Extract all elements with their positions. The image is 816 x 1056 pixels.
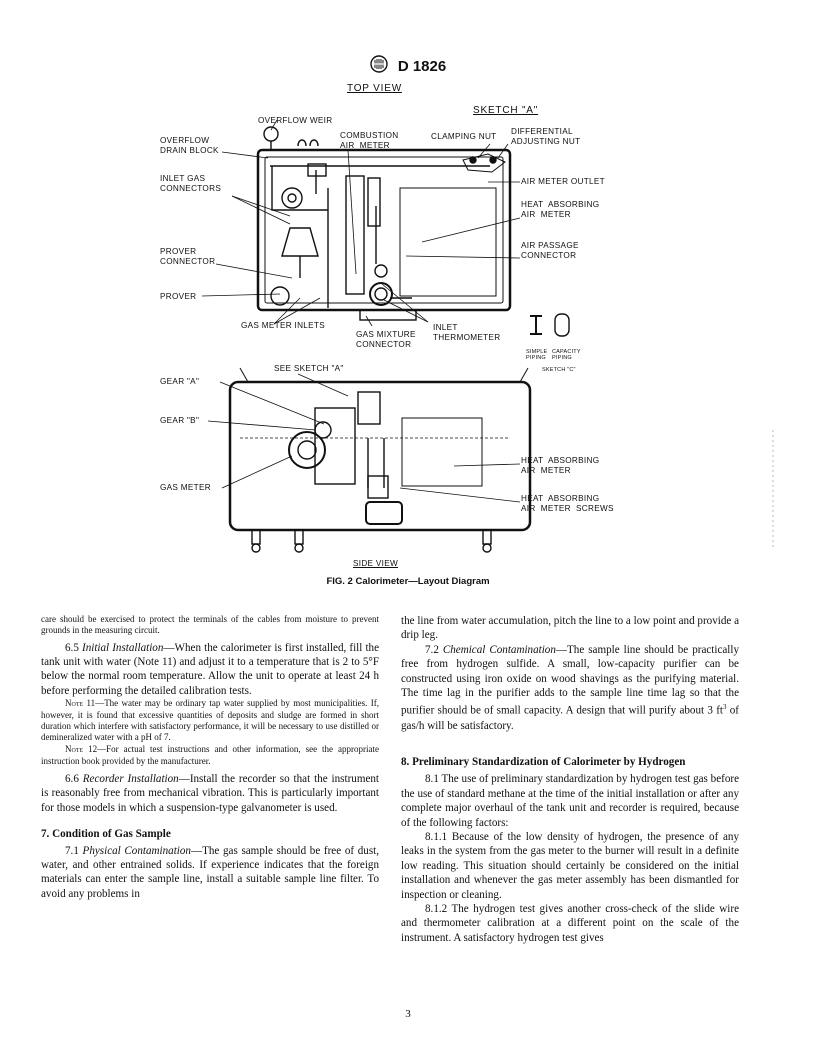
- paragraph-continuation: the line from water accumulation, pitch the line to a low point and provide a drip leg.: [401, 615, 739, 642]
- label-gear-b: GEAR "B": [160, 416, 200, 425]
- label-overflow-drain-block: OVERFLOW DRAIN BLOCK: [160, 136, 219, 155]
- label-differential-adjusting-nut: DIFFERENTIAL ADJUSTING NUT: [511, 127, 581, 146]
- label-sketch-c: SKETCH "C": [542, 367, 576, 373]
- side-view-title: SIDE VIEW: [353, 559, 399, 568]
- left-column: [41, 614, 379, 901]
- paragraph-7-2: [401, 643, 739, 733]
- label-heat-absorbing-air-meter-top: HEAT ABSORBING AIR METER: [521, 200, 600, 219]
- section-title: Initial Installation: [82, 641, 164, 654]
- label-overflow-weir: OVERFLOW WEIR: [258, 116, 333, 125]
- label-prover: PROVER: [160, 292, 197, 301]
- label-prover-connector: PROVER CONNECTOR: [160, 247, 216, 266]
- label-inlet-gas-connectors: INLET GAS CONNECTORS: [160, 174, 222, 193]
- section-text-end: of gas/h will be satisfactory.: [401, 705, 740, 732]
- label-gas-meter-inlets: GAS METER INLETS: [241, 321, 325, 330]
- section-number: 7.1: [65, 844, 83, 857]
- label-simple-piping: SIMPLE PIPING: [526, 349, 548, 361]
- label-gas-meter: GAS METER: [160, 483, 211, 492]
- section-title: Chemical Contamination: [442, 643, 556, 656]
- astm-logo: [370, 55, 388, 78]
- paragraph-8-1-1: 8.1.1 Because of the low density of hydrogen, the presence of any leaks in the system from the gas meter to the burner will result in a definite low reading. This situation should certainly be considered on the initial installation and whenever the gas meter assembly has been dismantled for inspection or cleaning.: [401, 830, 739, 901]
- label-heat-absorbing-air-meter-side: HEAT ABSORBING AIR METER: [521, 456, 600, 475]
- section-number: 6.5: [65, 641, 82, 654]
- page-number: 3: [405, 1008, 411, 1020]
- paragraph-8-1: 8.1 The use of preliminary standardization by hydrogen test gas before the use of standard methane at the time of the initial installation or after any complete major overhaul of the tank unit and recorder is required, because of the following factors:: [401, 773, 739, 829]
- scan-artifact: [772, 430, 774, 550]
- note-text: —The water may be ordinary tap water supplied by most municipalities. If, however, it is found that excessive quantities of deposits and sludge are formed in short duration which interfere with satisfactory performance, it will be necessary to use distilled or demineralized water with a pH of 7.: [41, 698, 379, 743]
- paragraph-6-5: [41, 641, 379, 699]
- note-text: —For actual test instructions and other information, see the appropriate instruction book provided by the manufacturer.: [41, 744, 379, 766]
- note-12: [41, 744, 379, 767]
- label-gear-a: GEAR "A": [160, 377, 200, 386]
- calorimeter-layout-diagram: [150, 78, 670, 598]
- document-designation: D 1826: [397, 58, 447, 75]
- section-title: Recorder Installation: [82, 773, 179, 785]
- section-text: —When the calorimeter is first installed, fill the tank unit with water (Note 11) and adjust it to a temperature that is 2 to 5°F below the normal room temperature. Allow the unit to operate at least 24 h before performing the detailed calibration tests.: [41, 641, 380, 697]
- note-11: [41, 698, 379, 743]
- section-text: —The sample line should be practically free from hydrogen sulfide. A small, low-capacity purifier can be constructed using iron oxide on wood shavings as the purifying material. The time lag in the purifier adds to the sample line time lag so that the purifier should be of small capacity. A design that will purify about 3 ft: [401, 643, 740, 718]
- page-header: [0, 55, 816, 78]
- label-combustion-air-meter: COMBUSTION AIR METER: [340, 131, 399, 150]
- paragraph-6-6: [41, 772, 379, 815]
- section-text: —Install the recorder so that the instrument is reasonably free from mechanical vibration. This is particularly important for those models in which a suspension-type galvanometer is used.: [41, 773, 379, 814]
- paragraph-7-1: [41, 844, 379, 902]
- note-label: Note 12: [65, 744, 98, 755]
- section-number: 7.2: [425, 643, 443, 656]
- paragraph-continuation: care should be exercised to protect the terminals of the cables from moisture to prevent grounds in the measuring circuit.: [41, 614, 379, 636]
- paragraph-8-1-2: 8.1.2 The hydrogen test gives another cross-check of the slide wire and thermometer calibration at a different point on the scale of the instrument. A satisfactory hydrogen test gives: [401, 903, 739, 944]
- figure-caption: FIG. 2 Calorimeter—Layout Diagram: [326, 576, 490, 587]
- label-clamping-nut: CLAMPING NUT: [431, 132, 497, 141]
- section-text: —The gas sample should be free of dust, water, and other entrained solids. If experience indicates that the foreign materials can enter the sample line, install a suitable sample line filter. To avoid any problems in: [41, 844, 379, 900]
- right-column: [401, 614, 739, 945]
- heading-section-7: 7. Condition of Gas Sample: [41, 828, 171, 841]
- top-view-title: TOP VIEW: [347, 83, 402, 94]
- superscript: 3: [722, 703, 727, 712]
- label-see-sketch-a: SEE SKETCH "A": [274, 364, 344, 373]
- label-gas-mixture-connector: GAS MIXTURE CONNECTOR: [356, 330, 416, 349]
- section-title: Physical Contamination: [82, 844, 191, 857]
- label-air-meter-outlet: AIR METER OUTLET: [521, 177, 605, 186]
- label-capacity-piping: CAPACITY PIPING: [552, 349, 581, 361]
- note-label: Note 11: [65, 698, 96, 709]
- sketch-a-title: SKETCH "A": [473, 105, 539, 116]
- section-number: 6.6: [65, 773, 83, 785]
- label-heat-absorbing-air-meter-screws: HEAT ABSORBING AIR METER SCREWS: [521, 494, 614, 513]
- label-inlet-thermometer: INLET THERMOMETER: [433, 323, 501, 342]
- heading-section-8: 8. Preliminary Standardization of Calorimeter by Hydrogen: [401, 755, 686, 768]
- label-air-passage-connector: AIR PASSAGE CONNECTOR: [521, 241, 579, 260]
